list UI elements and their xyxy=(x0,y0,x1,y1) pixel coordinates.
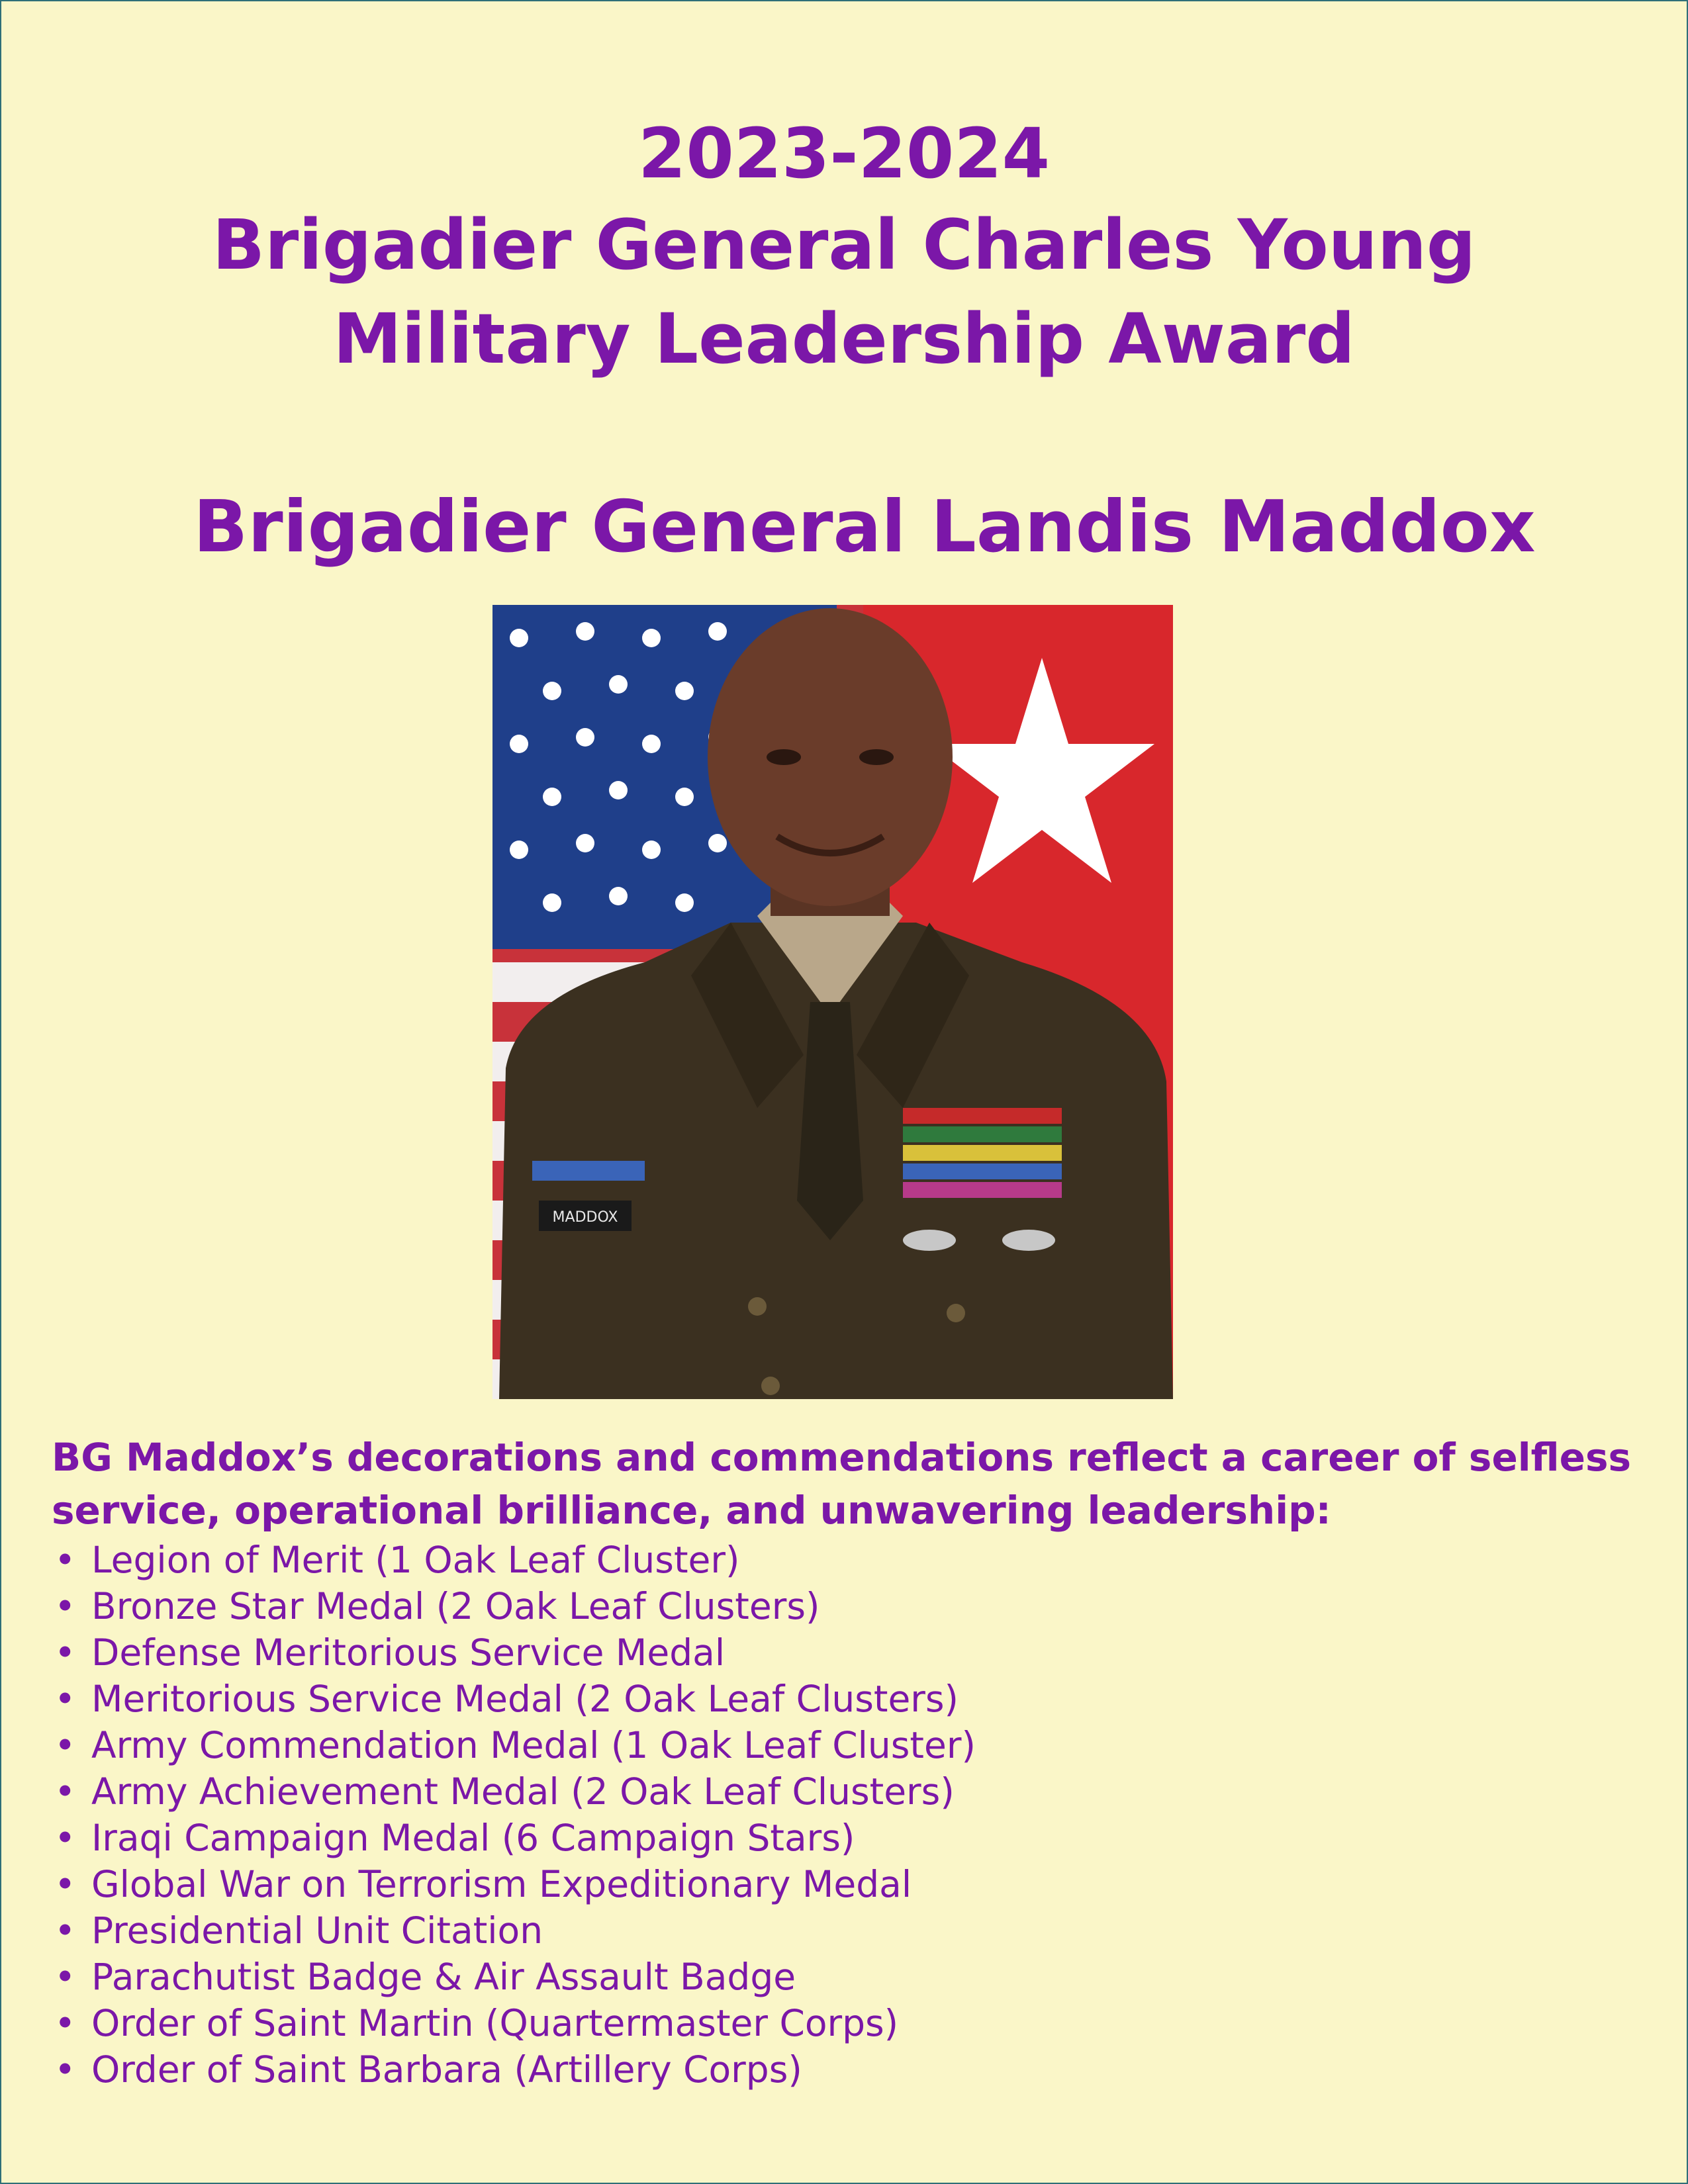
decoration-text: Order of Saint Martin (Quartermaster Corps) xyxy=(91,2002,899,2044)
decoration-text: Defense Meritorious Service Medal xyxy=(91,1631,726,1674)
honoree-portrait xyxy=(492,605,1173,1399)
decorations-list xyxy=(54,1537,976,2093)
honoree-name: Brigadier General Landis Maddox xyxy=(193,486,1536,569)
ribbon-rack xyxy=(903,1108,1062,1198)
decoration-item xyxy=(54,1815,976,1861)
decoration-text: Presidential Unit Citation xyxy=(91,1909,543,1952)
decoration-item xyxy=(54,1583,976,1629)
bullet-icon: • xyxy=(54,1678,76,1720)
bullet-icon: • xyxy=(54,1863,76,1905)
decoration-text: Army Achievement Medal (2 Oak Leaf Clusters) xyxy=(91,1770,955,1813)
decorations-intro: BG Maddox’s decorations and commendations reflect a career of selfless service, operational brilliance, and unwavering leadership: xyxy=(52,1435,1632,1533)
decoration-text: Bronze Star Medal (2 Oak Leaf Clusters) xyxy=(91,1585,820,1627)
decoration-text: Order of Saint Barbara (Artillery Corps) xyxy=(91,2048,802,2091)
decoration-text: Parachutist Badge & Air Assault Badge xyxy=(91,1956,796,1998)
decoration-item xyxy=(54,2046,976,2093)
bullet-icon: • xyxy=(54,2002,76,2044)
decoration-text: Legion of Merit (1 Oak Leaf Cluster) xyxy=(91,1539,740,1581)
bullet-icon: • xyxy=(54,2048,76,2091)
decoration-item xyxy=(54,1676,976,1722)
decoration-item xyxy=(54,1954,976,2000)
air-assault-badge-icon xyxy=(1002,1230,1055,1251)
decoration-item xyxy=(54,2000,976,2046)
honoree-face xyxy=(708,608,953,906)
award-year: 2023-2024 xyxy=(637,113,1051,194)
decoration-text: Army Commendation Medal (1 Oak Leaf Cluster) xyxy=(91,1724,976,1766)
nametag-text: MADDOX xyxy=(552,1209,618,1226)
decoration-item xyxy=(54,1768,976,1815)
decoration-item xyxy=(54,1537,976,1583)
decoration-item xyxy=(54,1907,976,1954)
decoration-item xyxy=(54,1722,976,1768)
bullet-icon: • xyxy=(54,1631,76,1674)
parachutist-badge-icon xyxy=(903,1230,956,1251)
bullet-icon: • xyxy=(54,1539,76,1581)
decoration-text: Global War on Terrorism Expeditionary Medal xyxy=(91,1863,912,1905)
decoration-item xyxy=(54,1629,976,1676)
award-title-line-1: Brigadier General Charles Young xyxy=(212,205,1476,285)
unit-award-ribbon xyxy=(532,1161,645,1181)
bullet-icon: • xyxy=(54,1770,76,1813)
bullet-icon: • xyxy=(54,1817,76,1859)
decoration-text: Meritorious Service Medal (2 Oak Leaf Clusters) xyxy=(91,1678,959,1720)
bullet-icon: • xyxy=(54,1724,76,1766)
bullet-icon: • xyxy=(54,1909,76,1952)
award-title-line-2: Military Leadership Award xyxy=(333,298,1355,379)
decoration-text: Iraqi Campaign Medal (6 Campaign Stars) xyxy=(91,1817,855,1859)
portrait-illustration xyxy=(492,605,1173,1399)
bullet-icon: • xyxy=(54,1956,76,1998)
decoration-item xyxy=(54,1861,976,1907)
bullet-icon: • xyxy=(54,1585,76,1627)
